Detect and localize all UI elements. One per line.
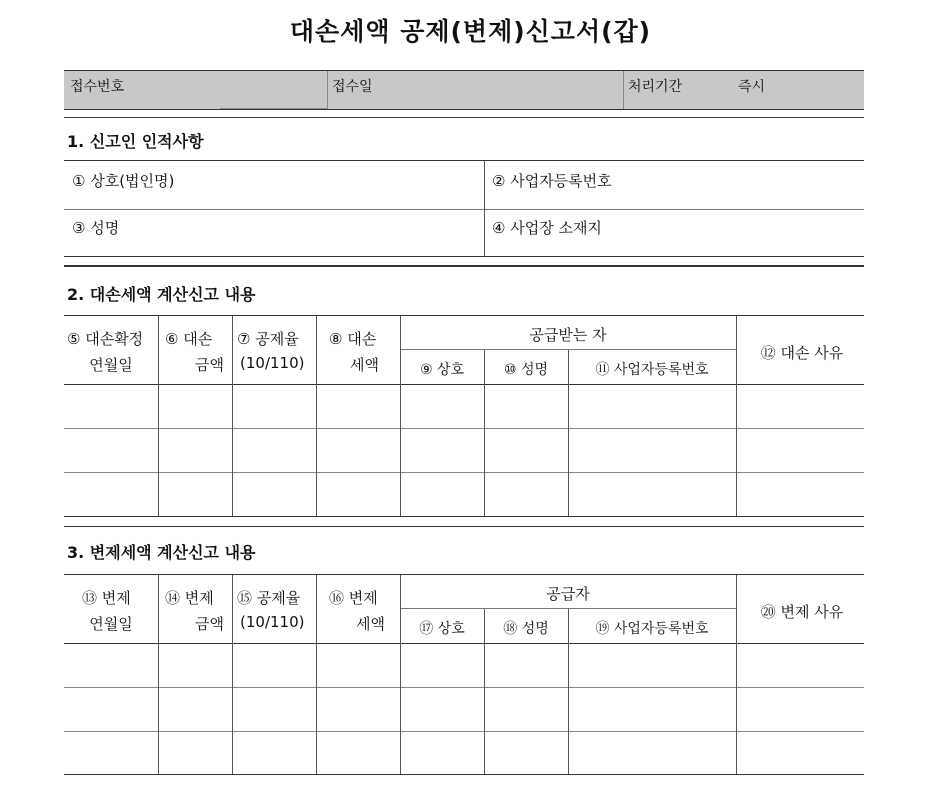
col-repayment-rate-sub: (10/110) [240,613,305,631]
col-writeoff-date-label: ⑤ 대손확정 [67,330,144,348]
divider [64,265,864,267]
col-writeoff-amount-label: ⑥ 대손 [165,330,213,348]
divider [232,316,233,516]
divider [64,160,864,161]
divider [64,731,864,732]
processing-period-label: 처리기간 [628,79,683,95]
col-supplier-reg-number: ⑲ 사업자등록번호 [595,621,709,637]
col-supplier-company: ⑰ 상호 [419,621,465,637]
divider [736,575,737,774]
divider [64,643,864,644]
divider [64,428,864,429]
divider [316,575,317,774]
col-writeoff-date-sub: 연월일 [89,356,133,374]
col-repayment-tax-sub: 세액 [356,615,385,633]
divider [64,209,864,210]
divider [64,472,864,473]
divider [484,161,485,256]
col-deduction-rate-label: ⑦ 공제율 [237,330,299,348]
divider [64,687,864,688]
col-writeoff-amount-sub: 금액 [195,356,224,374]
col-repayment-amount-sub: 금액 [195,615,224,633]
col-recipient-company: ⑨ 상호 [419,362,465,378]
col-repayment-amount-label: ⑭ 변제 [165,589,214,607]
divider [220,108,327,109]
divider [64,574,864,575]
col-group-supplier: 공급자 [546,585,590,603]
receipt-date-label: 접수일 [332,79,373,95]
form-title: 대손세액 공제(변제)신고서(갑) [289,17,652,46]
col-supplier-name: ⑱ 성명 [503,621,549,637]
receipt-number-label: 접수번호 [70,79,125,95]
divider [400,316,401,516]
divider [736,316,737,516]
divider [64,774,864,775]
section1-heading: 1. 신고인 인적사항 [67,132,204,151]
divider [316,316,317,516]
col-writeoff-reason: ⑫ 대손 사유 [760,344,844,362]
col-group-recipient: 공급받는 자 [529,326,607,344]
processing-period-value: 즉시 [738,79,766,95]
divider [623,71,624,109]
col-writeoff-tax-label: ⑧ 대손 [329,330,377,348]
divider [64,315,864,316]
divider [64,70,864,71]
col-deduction-rate-sub: (10/110) [240,354,305,372]
divider [64,109,864,110]
divider [64,117,864,118]
divider [158,316,159,516]
field-business-reg-number: ② 사업자등록번호 [492,172,612,190]
col-repayment-rate-label: ⑮ 공제율 [237,589,301,607]
col-writeoff-tax-sub: 세액 [350,356,379,374]
divider [232,575,233,774]
divider [64,516,864,517]
divider [400,575,401,774]
field-company-name: ① 상호(법인명) [72,172,175,190]
divider [64,384,864,385]
divider [64,256,864,257]
col-recipient-reg-number: ⑪ 사업자등록번호 [595,362,709,378]
divider [64,526,864,527]
col-repayment-reason: ⑳ 변제 사유 [760,603,844,621]
field-representative-name: ③ 성명 [72,219,120,237]
col-recipient-name: ⑩ 성명 [503,362,549,378]
section3-heading: 3. 변제세액 계산신고 내용 [67,543,256,562]
section2-heading: 2. 대손세액 계산신고 내용 [67,285,256,304]
divider [327,71,328,109]
field-business-address: ④ 사업장 소재지 [492,219,602,237]
col-repayment-date-sub: 연월일 [89,615,133,633]
col-repayment-date-label: ⑬ 변제 [82,589,131,607]
divider [158,575,159,774]
col-repayment-tax-label: ⑯ 변제 [329,589,378,607]
